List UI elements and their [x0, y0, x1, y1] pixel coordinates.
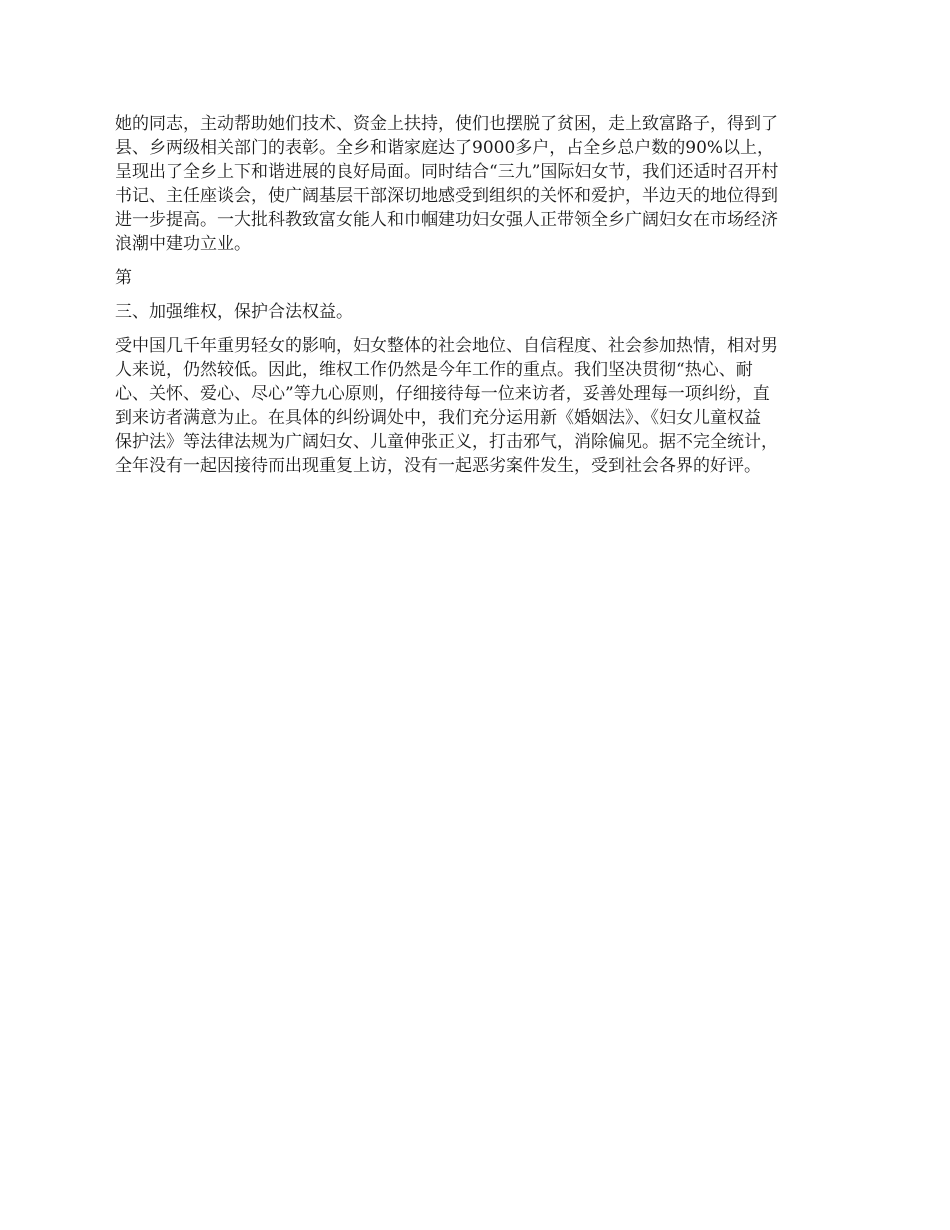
- paragraph-line: 县、乡两级相关部门的表彰。全乡和谐家庭达了9000多户，占全乡总户数的90%以上，: [115, 138, 775, 158]
- paragraph-line: 人来说，仍然较低。因此，维权工作仍然是今年工作的重点。我们坚决贯彻“热心、耐: [115, 360, 753, 380]
- section-heading: 三、加强维权，保护合法权益。: [115, 302, 353, 322]
- paragraph-line: 受中国几千年重男轻女的影响，妇女整体的社会地位、自信程度、社会参加热情，相对男: [115, 336, 778, 356]
- paragraph-line: 浪潮中建功立业。: [115, 234, 251, 254]
- paragraph-2: [115, 334, 838, 478]
- paragraph-line: 进一步提高。一大批科教致富女能人和巾帼建功妇女强人正带领全乡广阔妇女在市场经济: [115, 210, 778, 230]
- paragraph-1: [115, 112, 838, 256]
- paragraph-line: 书记、主任座谈会，使广阔基层干部深切地感受到组织的关怀和爱护，半边天的地位得到: [115, 186, 778, 206]
- paragraph-line: 全年没有一起因接待而出现重复上访，没有一起恶劣案件发生，受到社会各界的好评。: [115, 456, 761, 476]
- paragraph-line: 保护法》等法律法规为广阔妇女、儿童伸张正义，打击邪气，消除偏见。据不完全统计，: [115, 432, 778, 452]
- document-page: [115, 112, 838, 488]
- paragraph-line: 心、关怀、爱心、尽心”等九心原则，仔细接待每一位来访者，妥善处理每一项纠纷，直: [115, 384, 770, 404]
- fragment-text: 第: [115, 268, 132, 288]
- paragraph-line: 到来访者满意为止。在具体的纠纷调处中，我们充分运用新《婚姻法》、《妇女儿童权益: [115, 408, 761, 428]
- paragraph-line: 呈现出了全乡上下和谐进展的良好局面。同时结合“三九”国际妇女节，我们还适时召开村: [115, 162, 779, 182]
- paragraph-line: 她的同志，主动帮助她们技术、资金上扶持，使们也摆脱了贫困，走上致富路子，得到了: [115, 114, 778, 134]
